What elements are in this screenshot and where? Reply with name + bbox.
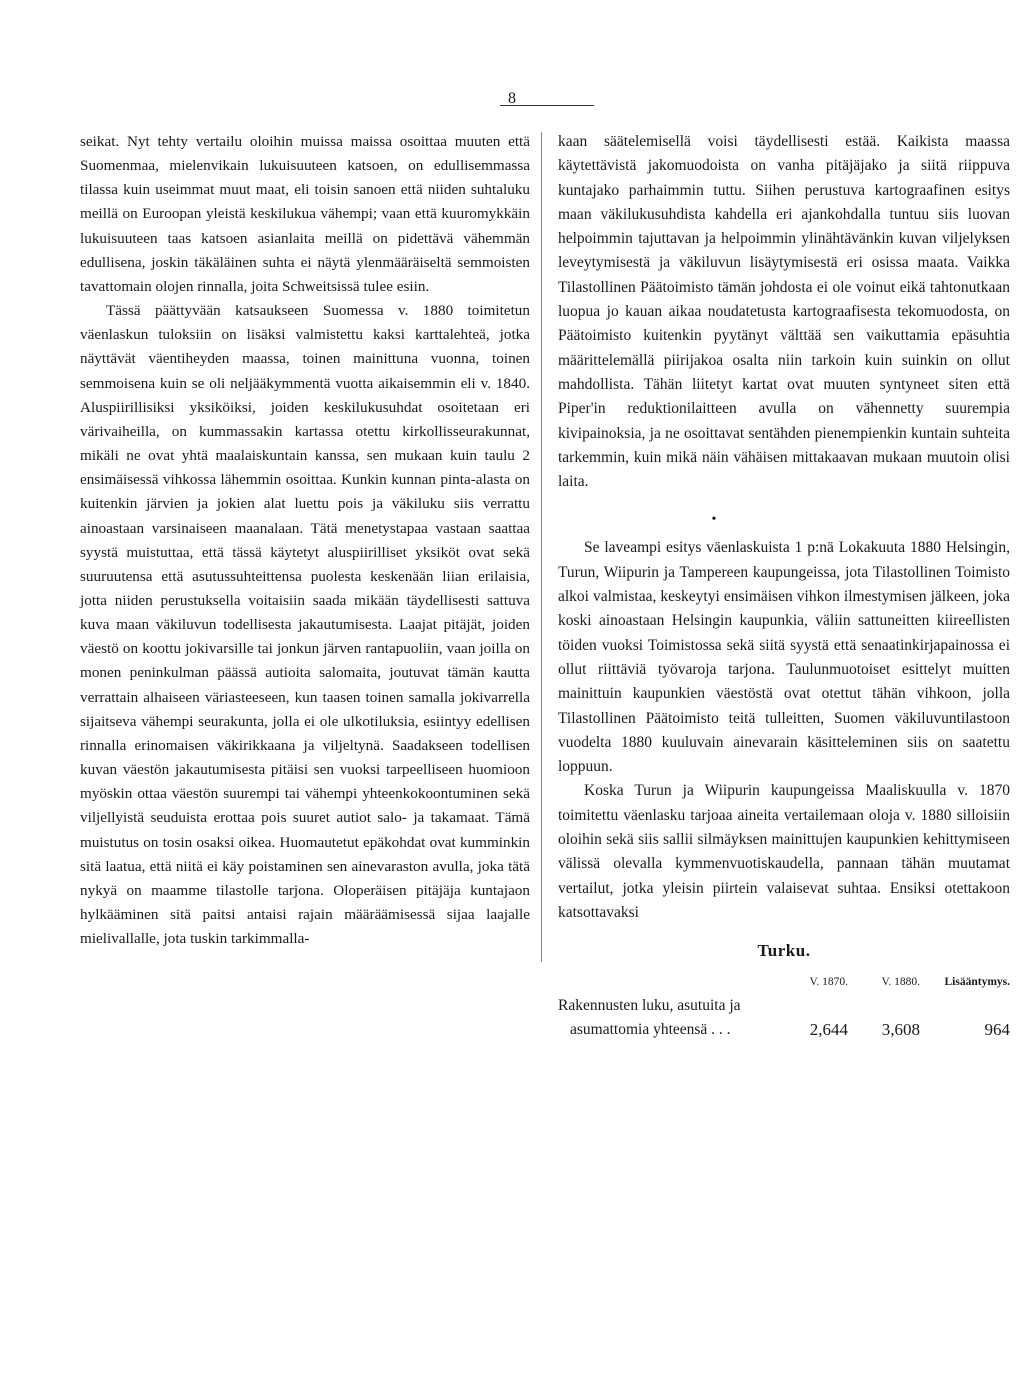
paragraph: Tässä päättyvään katsaukseen Suomessa v. 1880 toimitetun väenlaskun tuloksiin on lisäksi valmistettu kaksi karttalehteä, jotka näyttävät väentiheyden maassa, toinen mainittuna vuonna, toinen semmoisena kuin se oli neljääkymmentä vuotta aikaisemmin eli v. 1840. Aluspiirillisiksi yksiköiksi, joiden keskilukusuhdat osoitetaan eri värivaiheilla, on kummassakin kartassa otettu kirkollisseurakunnat, mikäli ne ovat yhtä maalaiskuntain kanssa, sen mukaan kuin taulu 2 ensimäisessä vihkossa lähemmin osoittaa. Kunkin kunnan pinta-alasta on kuitenkin järvien ja jokien alat luettu pois ja väkiluku siis verrattu ainoastaan varsinaiseen maanalaan. Tätä menetystapaa vastaan saattaa syystä muistuttaa, että tässä käytetyt aluspiirilliset yksiköt ovat sekä suuruutensa että asutussuhteittensa puolesta keskenään liian erilaisia, jotta niiden perustuksella voitaisiin saada mikään täydellisesti sattuva kuva maan väkiluvun todellisesta jakautumisesta. Laajat pitäjät, joiden väestö on koottu jokivarsille tai jonkun järven rantapuoliin, vaan joilla on monen peninkulman päässä autioita salomaita, joutuvat tämän kautta verrattain alhaiseen väriasteeseen, kun taasen toinen samalla jokivarrella sijaitseva vähempi seurakunta, jolla ei ole ulkotiluksia, esiintyy edellisen rinnalla erinomaisen väkirikkaana ja viljeltynä. Saadakseen todellisen kuvan väestön jakautumisesta pitäisi sen vuoksi tarpeelliseen huomioon myöskin ottaa väestön suurempi tai vähempi yhteenkokoontuminen sekä viljellyistä seuduista erottaa pois suuret autiot salo- ja takamaat. Tämä muistutus on tosin osaksi oikea. Huomautetut epäkohdat ovat kumminkin sitä laatua, että niitä ei käy poistaminen sen ainevaraston avulla, joka tätä nykyä on maamme tilastolle tarjona. Oloperäisen pitäjäja kuntajaon hylkääminen sitä paitsi antaisi rajain määräämisessä sijaa laajalle mielivallalle, jota tuskin tarkimmalla- [80,302,530,948]
paragraph: Koska Turun ja Wiipurin kaupungeissa Maaliskuulla v. 1870 toimitettu väenlasku tarjoaa aineita vertailemaan oloja v. 1880 silloisiin oloihin sekä siis sallii silmäyksen mainittujen kaupunkien kehittymiseen välissä olevalla kymmenvuotiskaudella, pannaan tähän muutamat vertailut, jotka yleisin piirtein valaisevat suhtaa. Ensiksi otettakoon katsottavaksi [558,782,1010,921]
column-header: V. 1870. [809,975,848,988]
row-label: Rakennusten luku, asutuita ja [558,996,741,1014]
value-1870: 2,644 [809,1019,848,1039]
page-number: 8 [508,90,516,107]
column-header: Lisääntymys. [944,975,1010,988]
column-divider [541,132,542,962]
table-row [558,994,1010,1018]
table-title: Turku. [757,941,811,961]
value-1880: 3,608 [881,1019,920,1039]
value-growth: 964 [984,1019,1010,1039]
left-column [80,130,530,951]
page-number-rule [500,105,594,106]
column-header: V. 1880. [881,975,920,988]
paragraph: Se laveampi esitys väenlaskuista 1 p:nä Lokakuuta 1880 Helsingin, Turun, Wiipurin ja Tampereen kaupungeissa, jota Tilastollinen Toimisto alkoi valmistaa, keskeytyi ensimäisen vihkon ilmestymisen jälkeen, joka koski ainoastaan Helsingin kaupunkia, väliin sattuneitten kiireellisten töiden vuoksi Toimistossa sekä siitä syystä että senaatinkirjapainossa ei ollut riittäviä työvaroja tarjona. Taulunmuotoiset esittelyt muitten mainittuin kaupunkien väestöstä ovat otettut tähän vihkoon, jolla Tilastollinen Päätoimisto teitä tulleitten, Suomen väkiluvuntilastoon vuodelta 1880 kuuluvain ainevarain käsitteleminen siis on saatettu loppuun. [558,539,1010,776]
paragraph: kaan säätelemisellä voisi täydellisesti estää. Kaikista maassa käytettävistä jakomuodoista on vanha pitäjäjako ja siitä riippuva kuntajako parhaimmin tuttu. Siihen perustuva kartograafinen esitys maan väkilukusuhdista kahdella eri ajankohdalla tuntuu siis luovan helpoimmin tajuttavan ja helpoimmin ylinähtävänkin kuvan viljelyksen leveytymisestä ja väkiluvun lisäytymisestä eri osissa maata. Vaikka Tilastollinen Päätoimisto tämän johdosta ei ole voinut eikä tahtonutkaan luopua jo kauan aikaa noudatetusta kartograafisesta tekomuodosta, on Päätoimisto kuitenkin pyytänyt välttää sen vaikuttamia epäsuhtia määrittelemällä piirijakoa osalta niin tarkoin kuin suinkin on ollut mahdollista. Tähän liitetyt kartat ovat muuten syntyneet siten että Piper'in reduktionilaitteen avulla on vähennetty suurempia kivipainoksia, ja ne osoittavat sentähden pienempienkin kuntain suhteita tarkemmin, kuin mikä näin vähäisen mittakaavan mukaan muutoin olisi laita. [558,133,1010,491]
row-label: asumattomia yhteensä . . . [570,1020,731,1038]
paragraph: seikat. Nyt tehty vertailu oloihin muissa maissa osoittaa muuten että Suomenmaa, mielenvikain lukuisuuteen katsoen, on edullisemmassa tilassa kuin useimmat muut maat, eli toisin sanoen että niiden suhtaluku meillä on Euroopan yleistä keskilukua vähempi; vaan että kuuromykkäin lukuisuuteen taas katsoen asianlaita meillä on pidettävä vähemmän edullisena, joskin täkäläinen suhta ei näytä ylenmääräiseltä semmoisten tavattomain olojen rinnalla, joita Schweitsissä tulee esiin. [80,133,530,295]
bullet-mark: • [711,512,717,528]
right-column [558,130,1010,1042]
table-row [558,1018,1010,1042]
table-header-row [558,970,1010,994]
statistics-table [558,970,1010,1042]
